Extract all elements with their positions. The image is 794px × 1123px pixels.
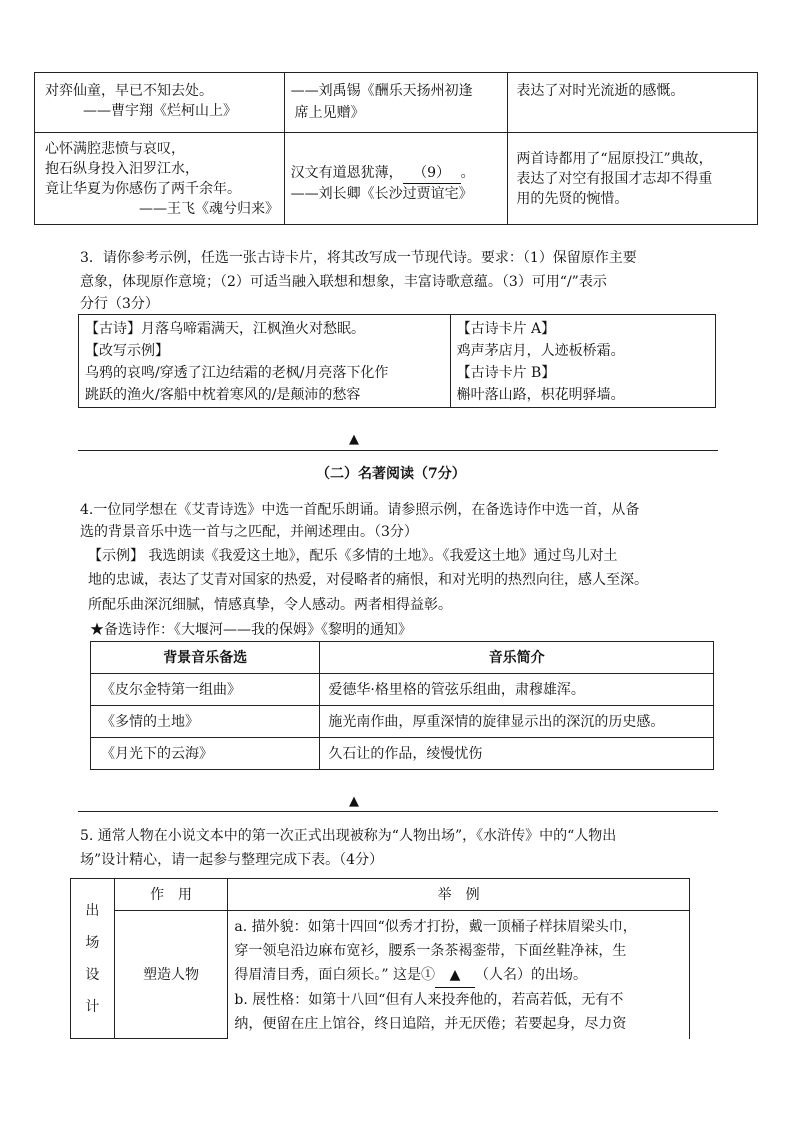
poem-row1-col2 — [284, 73, 508, 133]
poem-line: 抱石纵身投入汨罗江水， — [45, 161, 199, 177]
poem-row1-col1 — [35, 73, 285, 133]
q4-candidates: ★备选诗作：《大堰河——我的保姆》《黎明的通知》 — [90, 622, 412, 638]
table-row — [91, 738, 714, 770]
poem-source: 席上见赠》 — [294, 105, 365, 121]
header-function: 作 用 — [114, 879, 228, 911]
poem-source: ——刘禹锡《酬乐天扬州初逢 — [290, 83, 473, 99]
poem-row1-col3 — [508, 73, 758, 133]
rowhead-char: 出 — [85, 902, 100, 919]
music-title: 《月光下的云海》 — [91, 738, 320, 770]
example-a-line: a. 描外貌：如第十四回“似秀才打扮，戴一顶桶子样抹眉梁头巾， — [234, 919, 637, 935]
example-line: 跳跃的渔火/客船中枕着寒风的/是颠沛的愁容 — [85, 387, 361, 403]
poem-line: 竟让华夏为你感伤了两千余年。 — [45, 181, 241, 197]
example-a-line: 穿一领皂沿边麻布宽衫，腰系一条茶褐銮带，下面丝鞋净袜，生 — [234, 943, 627, 959]
poem-source: ——王飞《魂兮归来》 — [139, 201, 279, 217]
poem-comment: 两首诗都用了“屈原投江”典故， — [516, 151, 713, 167]
music-header-intro: 音乐简介 — [320, 642, 714, 674]
example-text: 得眉清目秀，面白须长。” 这是① — [234, 967, 435, 983]
example-a-line — [234, 963, 689, 988]
answer-line[interactable] — [78, 811, 718, 812]
poem-row2-col1 — [35, 133, 285, 225]
card-b-label: 【古诗卡片 B】 — [456, 365, 556, 381]
q4-line2: 选的背景音乐中选一首与之匹配，并阐述理由。（3分） — [80, 524, 418, 540]
poem-row2-col3 — [508, 133, 758, 225]
example-line: 乌鸦的哀鸣/穿透了江边结霜的老枫/月亮落下化作 — [85, 365, 389, 381]
q3-line1: 3．请你参考示例，任选一张古诗卡片，将其改写成一节现代诗。要求：（1）保留原作主要 — [80, 250, 637, 266]
card-b-poem: 槲叶落山路，枳花明驿墙。 — [456, 387, 625, 403]
card-a-poem: 鸡声茅店月，人迹板桥霜。 — [456, 343, 625, 359]
q4-example-line1: 【示例】 我选朗读《我爱这土地》，配乐《多情的土地》。《我爱这土地》通过鸟儿对土 — [88, 548, 618, 564]
card-a-label: 【古诗卡片 A】 — [456, 321, 556, 337]
rowhead-cell — [71, 879, 115, 1039]
answer-line[interactable] — [78, 450, 718, 451]
example-cell — [228, 911, 690, 1039]
example-b-line: b. 展性格：如第十八回“但有人来投奔他的，若高若低，无有不 — [234, 992, 624, 1008]
q3-cards-cell — [450, 315, 715, 408]
music-header-option: 背景音乐备选 — [91, 642, 320, 674]
appearance-table — [70, 878, 690, 1039]
music-title: 《皮尔金特第一组曲》 — [91, 674, 320, 706]
example-label: 【改写示例】 — [85, 343, 169, 359]
poem-line: 对弈仙童，早已不知去处。 — [45, 83, 213, 99]
answer-blank-9[interactable]: （9） — [403, 163, 461, 184]
function-shape-character: 塑造人物 — [114, 911, 228, 1039]
poem-line-with-blank — [291, 163, 514, 184]
example-b-line: 纳，便留在庄上馆谷，终日追陪，并无厌倦；若要起身，尽力资 — [234, 1016, 627, 1032]
q3-example-cell — [79, 315, 451, 408]
header-example: 举 例 — [228, 879, 690, 911]
example-text: （人名）的出场。 — [474, 967, 587, 983]
poem-comment: 表达了对时光流逝的感慨。 — [516, 83, 685, 99]
rowhead-char: 计 — [85, 998, 100, 1015]
music-intro: 爱德华·格里格的管弦乐组曲，肃穆雄浑。 — [320, 674, 714, 706]
poem-table — [34, 72, 758, 225]
poem-comment: 表达了对空有报国才志却不得重 — [516, 171, 713, 187]
music-title: 《多情的土地》 — [91, 706, 320, 738]
poem-comment: 用的先贤的惋惜。 — [516, 191, 629, 207]
poem-source: ——刘长卿《长沙过贾谊宅》 — [290, 186, 473, 202]
q3-line3: 分行（3分） — [80, 296, 159, 312]
rowhead-char: 设 — [85, 966, 100, 983]
table-row — [91, 674, 714, 706]
answer-triangle-marker: ▲ — [349, 794, 359, 809]
answer-triangle-marker: ▲ — [349, 432, 359, 447]
rowhead-char: 场 — [85, 934, 100, 951]
q4-example-line3: 所配乐曲深沉细腻，情感真挚，令人感动。两者相得益彰。 — [88, 597, 452, 613]
music-table — [90, 641, 714, 770]
q5-line1: 5. 通常人物在小说文本中的第一次正式出现被称为“人物出场”，《水浒传》中的“人物出 — [80, 828, 617, 844]
answer-blank-1[interactable]: ▲ — [435, 963, 475, 988]
q5-line2: 场”设计精心，请一起参与整理完成下表。（4分） — [80, 852, 384, 868]
ancient-poem: 【古诗】月落乌啼霜满天，江枫渔火对愁眠。 — [85, 321, 365, 337]
poem-source: ——曹宇翔《烂柯山上》 — [83, 103, 237, 119]
table-row — [91, 706, 714, 738]
music-intro: 久石让的作品，绫慢忧伤 — [320, 738, 714, 770]
q3-card-table — [78, 314, 716, 408]
q4-example-line2: 地的忠诚，表达了艾青对国家的热爱，对侵略者的痛恨，和对光明的热烈向往，感人至深。 — [88, 572, 648, 588]
punct: 。 — [460, 165, 475, 181]
q4-line1: 4.一位同学想在《艾青诗选》中选一首配乐朗诵。请参照示例，在备选诗作中选一首，从备 — [80, 502, 640, 518]
q3-line2: 意象，体现原作意境；（2）可适当融入联想和想象，丰富诗歌意蕴。（3）可用“/”表示 — [80, 274, 607, 290]
section-title: （二）名著阅读（7分） — [316, 466, 466, 482]
music-intro: 施光南作曲，厚重深情的旋律显示出的深沉的历史感。 — [320, 706, 714, 738]
poem-line: 心怀满腔悲愤与哀叹， — [45, 141, 185, 157]
poem-line: 汉文有道恩犹薄， — [290, 165, 403, 181]
